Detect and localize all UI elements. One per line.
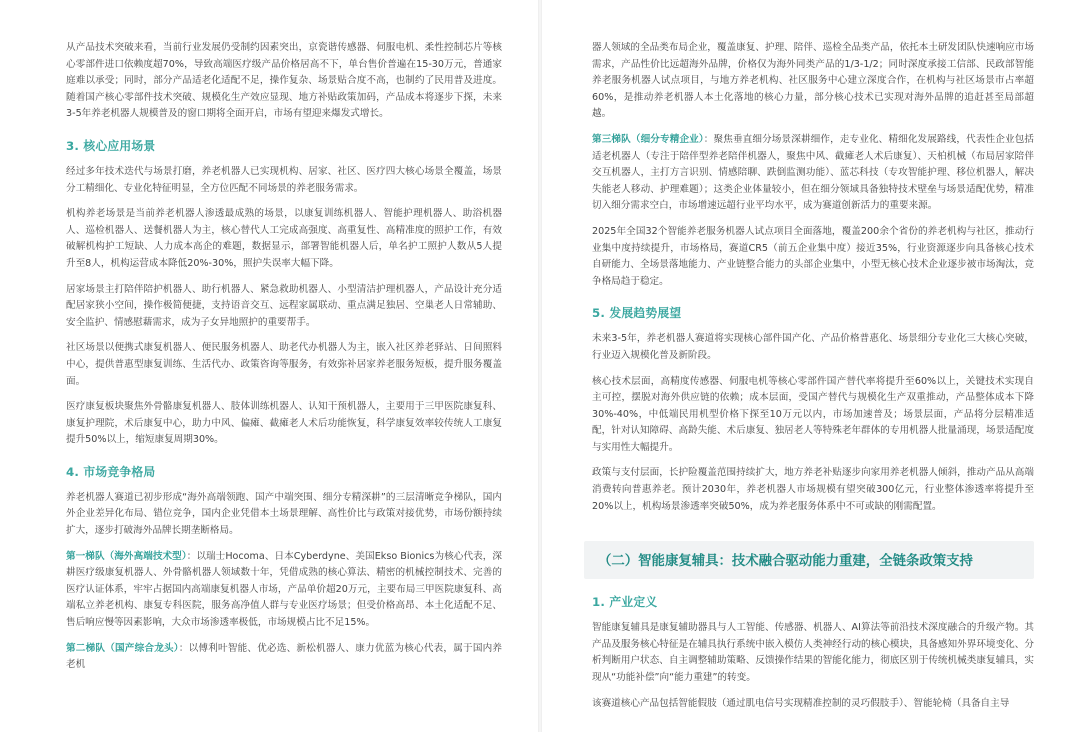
tier2-paragraph <box>66 641 502 674</box>
core-products-paragraph: 该赛道核心产品包括智能假肢（通过肌电信号实现精准控制的灵巧假肢手）、智能轮椅（具备自主导 <box>592 697 1010 709</box>
tech-trend-paragraph: 核心技术层面，高精度传感器、伺服电机等核心零部件国产替代率将提升至60%以上，关键技术实现自主可控，摆脱对海外供应链的依赖；成本层面，受国产替代与规模化生产双重推动，产品整体成本下降30%-40%，中低端民用机型价格下探至10万元以内，市场加速普及；场景层面，产品将分层精准适配，针对认知障碍、高龄失能、术后康复、独居老人等特殊老年群体的专用机器人批量涌现，场景适配度与实用性大幅提升。 <box>592 375 1034 453</box>
tier1-paragraph <box>66 549 502 632</box>
community-scenario-paragraph: 社区场景以便携式康复机器人、便民服务机器人、助老代办机器人为主，嵌入社区养老驿站、日间照料中心，提供普惠型康复训练、生活代办、政策咨询等服务，有效弥补居家养老服务短板，提升服务覆盖面。 <box>66 342 502 387</box>
intro-paragraph: 从产品技术突破来看，当前行业发展仍受制约因素突出，京瓷谐传感器、伺服电机、柔性控制芯片等核心零部件进口依赖度超70%，导致高端医疗级产品价格居高不下，单台售价普遍在15-30万元，普通家庭难以承受；同时，部分产品适老化适配不足，操作复杂、场景贴合度不高，也制约了民用普及进度。随着国产核心零部件技术突破、规模化生产效应显现、地方补贴政策加码，产品成本将逐步下探，未来3-5年养老机器人规模普及的窗口期将全面开启，市场有望迎来爆发式增长。 <box>66 42 502 120</box>
tier3-label: 第三梯队（细分专精企业） <box>592 133 704 145</box>
section-heading-definition: 1. 产业定义 <box>592 595 658 610</box>
tier2-label: 第二梯队（国产综合龙头） <box>66 642 179 654</box>
tier1-text: ：以瑞士Hocoma、日本Cyberdyne、美国Ekso Bionics为核心代表，深耕医疗级康复机器人、外骨骼机器人领域数十年，凭借成熟的核心算法、精密的机械控制技术、完善的医疗认证体系，牢牢占据国内高端康复机器人市场，产品单价超20万元，主要布局三甲医院康复科、高端私立养老机构、康复专科医院，服务高净值人群与专业医疗场景；但受价格高昂、本土化适配不足、售后响应慢等因素影响，大众市场渗透率极低，市场规模占比不足15%。 <box>66 550 502 629</box>
right-page <box>540 0 1080 732</box>
chapter-banner: （二）智能康复辅具：技术融合驱动能力重建，全链条政策支持 <box>584 541 1034 579</box>
tier1-label: 第一梯队（海外高端技术型） <box>66 550 187 562</box>
section-heading-market: 4. 市场竞争格局 <box>66 464 156 479</box>
home-scenario-paragraph: 居家场景主打陪伴陪护机器人、助行机器人、紧急救助机器人、小型清洁护理机器人，产品设计充分适配居家狭小空间，操作极简便捷，支持语音交互、远程家属联动、重点满足独居、空巢老人日常辅助、安全监护、情感慰藉需求，成为子女异地照护的重要帮手。 <box>66 283 502 328</box>
section-heading-core-scenarios: 3. 核心应用场景 <box>66 138 156 153</box>
trend-paragraph: 未来3-5年，养老机器人赛道将实现核心部件国产化、产品价格普惠化、场景细分专业化三大核心突破，行业迈入规模化普及新阶段。 <box>592 333 1034 361</box>
policy-trend-paragraph: 政策与支付层面，长护险覆盖范围持续扩大，地方养老补贴逐步向家用养老机器人倾斜，推动产品从高端消费转向普惠养老。预计2030年，养老机器人市场规模有望突破300亿元，行业整体渗透率将提升至20%以上，机构场景渗透率突破50%，成为养老服务体系中不可或缺的刚需配置。 <box>592 467 1034 512</box>
pilot-2025-paragraph: 2025年全国32个智能养老服务机器人试点项目全面落地，覆盖200余个省份的养老机构与社区，推动行业集中度持续提升，市场格局，赛道CR5（前五企业集中度）接近35%，行业资源逐步向具备核心技术自研能力、全场景落地能力、产业链整合能力的头部企业集中，小型无核心技术企业逐步被市场淘汰，竞争格局趋于稳定。 <box>592 225 1034 287</box>
institution-scenario-paragraph: 机构养老场景是当前养老机器人渗透最成熟的场景，以康复训练机器人、智能护理机器人、助浴机器人、巡检机器人、送餐机器人为主，核心替代人工完成高强度、高重复性、高精准度的照护工作，有效破解机构护工短缺、人力成本高企的难题，数据显示，部署智能机器人后，单名护工照护人数从5人提升至8人，机构运营成本降低20%-30%，照护失误率大幅下降。 <box>66 208 502 269</box>
definition-paragraph: 智能康复辅具是康复辅助器具与人工智能、传感器、机器人、AI算法等前沿技术深度融合的升级产物。其产品及服务核心特征是在辅具执行系统中嵌入模仿人类神经行动的核心模块，具备感知外界环境变化、分析判断用户状态、自主调整辅助策略、反馈操作结果的智能化能力，彻底区别于传统机械类康复辅具，实现从“功能补偿”向“能力重建”的转变。 <box>592 622 1034 684</box>
market-paragraph: 养老机器人赛道已初步形成“海外高端领跑、国产中端突围、细分专精深耕”的三层清晰竞争梯队，国内外企业差异化布局、错位竞争，国内企业凭借本土场景理解、高性价比与政策对接优势，市场份额持续扩大，逐步打破海外品牌长期垄断格局。 <box>66 491 502 537</box>
section-heading-trends: 5. 发展趋势展望 <box>592 306 682 321</box>
tier3-text: ：聚焦垂直细分场景深耕细作，走专业化、精细化发展路线，代表性企业包括适老机器人（专注于陪伴型养老陪伴机器人，聚焦中风、截瘫老人术后康复）、天柏机械（布局居家陪伴交互机器人，主打方言识别、情感陪聊、跌倒监测功能）、蓝芯科技（专攻智能护理、移位机器人，解决失能老人移动、护理难题）；这类企业体量较小，但在细分领域具备独特技术壁垒与场景适配优势，精准切入细分需求空白，市场增速远超行业平均水平，成为赛道创新活力的重要来源。 <box>592 133 1035 212</box>
tier2-text: ：以傅利叶智能、优必选、新松机器人、康力优蓝为核心代表，属于国内养老机 <box>66 642 503 671</box>
tier2-continued-paragraph: 器人领域的全品类布局企业，覆盖康复、护理、陪伴、巡检全品类产品，依托本土研发团队快速响应市场需求，产品性价比远超海外品牌，价格仅为海外同类产品的1/3-1/2；同时深度承接工信部、民政部智能养老服务机器人试点项目，与地方养老机构、社区服务中心建立深度合作，在机构与社区场景市占率超60%，是推动养老机器人本土化落地的核心力量，部分核心技术已实现对海外品牌的追赶甚至局部超越。 <box>592 42 1034 120</box>
core-scenarios-paragraph: 经过多年技术迭代与场景打磨，养老机器人已实现机构、居家、社区、医疗四大核心场景全覆盖，场景分工精细化、专业化特征明显，全方位匹配不同场景的养老服务需求。 <box>66 165 502 194</box>
tier3-paragraph <box>592 132 1034 215</box>
medical-scenario-paragraph: 医疗康复板块聚焦外骨骼康复机器人、肢体训练机器人、认知干预机器人，主要用于三甲医院康复科、康复护理院，术后康复中心，助力中风、偏瘫、截瘫老人术后功能恢复，科学康复效率较传统人工康复提升50%以上，缩短康复周期30%。 <box>66 401 502 446</box>
